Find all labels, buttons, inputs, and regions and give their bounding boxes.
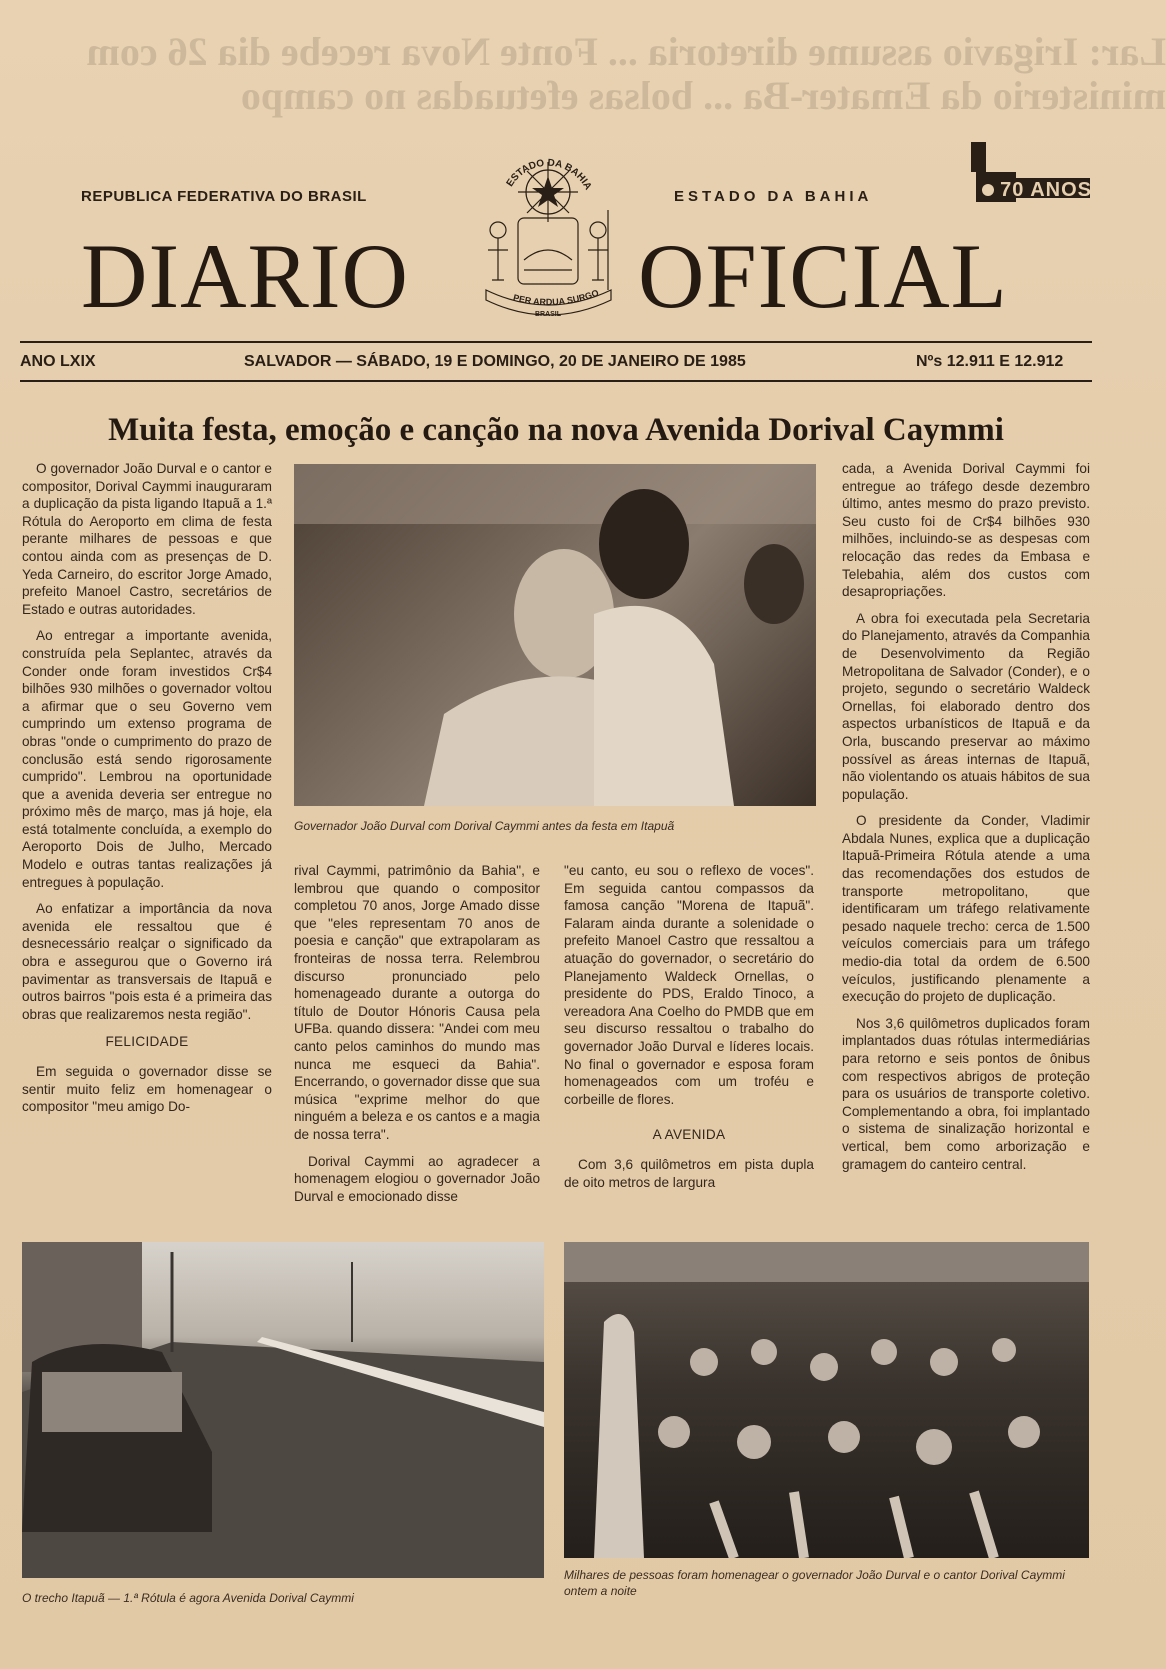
title-oficial: OFICIAL [638,225,1008,327]
masthead-rule-bottom [20,380,1092,382]
subhead-avenida: A AVENIDA [652,1127,726,1143]
road-photo-caption: O trecho Itapuã — 1.ª Rótula é agora Avenida Dorival Caymmi [22,1591,354,1605]
article-column-4 [842,460,1090,1182]
anniversary-label: 70 ANOS [1000,179,1092,201]
bahia-coat-of-arms-icon [476,140,621,325]
date-label: SALVADOR — SÁBADO, 19 E DOMINGO, 20 DE JANEIRO DE 1985 [244,353,746,370]
paragraph: Dorival Caymmi ao agradecer a homenagem elogiou o governador João Durval e emocionado disse [294,1153,540,1204]
masthead-rule-top [20,341,1092,343]
main-photo-caption: Governador João Durval com Dorival Caymmi antes da festa em Itapuã [294,819,675,833]
svg-text:PER ARDUA SURGO [512,288,600,307]
republic-label: REPUBLICA FEDERATIVA DO BRASIL [81,188,367,205]
paragraph: O presidente da Conder, Vladimir Abdala Nunes, explica que a duplicação Itapuã-Primeira Rótula atende a uma das recomendações dos estudos de transporte metropolitano, que identificaram um tráfego relativamente pesado naquele trecho: cerca de 1.500 veículos comerciais para um tráfego medio-dia total da ordem de 6.500 veículos, justificando plenamente a execução do projeto de duplicação. [842,813,1090,1005]
bleed-line: Lar: Irigavio assume diretoria ... Fonte Nova recebe dia 26 com [86,30,1166,74]
headline: Muita festa, emoção e canção na nova Avenida Dorival Caymmi [108,412,1004,448]
paragraph: O governador João Durval e o cantor e compositor, Dorival Caymmi inauguraram a duplicação da pista ligando Itapuã a 1.ª Rótula do Aeroporto em clima de festa perante milhares de pessoas e que contou ainda com as presenças de D. Yeda Carneiro, do escritor Jorge Amado, prefeito Manoel Castro, secretários de Estado e outras autoridades. [22,461,272,617]
paragraph: rival Caymmi, patrimônio da Bahia", e lembrou que quando o compositor completou 70 anos, Jorge Amado disse que "eles representam 70 anos de poesia e canção" que extrapolaram as fronteiras de nossa terra. Relembrou discurso pronunciado pelo homenageado durante a outorga do título de Doutor Hónoris Causa pela UFBa. quando dissera: "Andei com meu canto pelos caminhos do mundo mas nunca me esqueci da Bahia". Encerrando, o governador disse que sua música "exprime melhor do que ninguém a beleza e os cantos e a magia de nossa terra". [294,863,540,1142]
seal-top-text: ESTADO DA BAHIA [504,157,594,192]
seal-bottom-text: BRASIL [534,311,562,318]
issue-numbers: Nºs 12.911 E 12.912 [916,353,1064,370]
paragraph: Com 3,6 quilômetros em pista dupla de oito metros de largura [564,1156,814,1190]
photo-illustration [294,464,816,806]
bleed-line: ministerio da Emater-Ba ... bolsas efetuadas no campo [240,73,1166,118]
road-illustration [22,1242,544,1578]
seal-motto-text: PER ARDUA SURGO [512,287,601,308]
article-column-1 [22,460,272,1125]
anniversary-emblem-icon [946,142,1092,212]
paragraph: cada, a Avenida Dorival Caymmi foi entregue ao tráfego desde dezembro último, antes mesmo do prazo previsto. Seu custo foi de Cr$4 bilhões 930 milhões, incluindo-se as despesas com relocação das redes da Embasa e Telebahia, além dos custos com desapropriações. [842,461,1090,600]
state-label: ESTADO DA BAHIA [674,188,873,205]
paragraph: Nos 3,6 quilômetros duplicados foram implantados duas rótulas intermediárias para retorno e seis pontos de ônibus com respectivos abrigos de proteção para os usuários de transporte coletivo. Complementando a obra, foi implantado o sistema de sinalização horizontal e vertical, bem como arborização e gramagem do canteiro central. [842,1015,1090,1172]
paragraph: Em seguida o governador disse se sentir muito feliz em homenagear o compositor "meu amigo Do- [22,1064,272,1115]
year-label: ANO LXIX [20,353,96,370]
subhead-felicidade: FELICIDADE [105,1034,189,1050]
main-photo [294,464,816,806]
article-column-2 [294,862,540,1214]
title-diario: DIARIO [81,225,409,327]
paragraph: Ao entregar a importante avenida, construída pela Seplantec, através da Conder onde foram investidos Cr$4 bilhões 930 milhões o governador voltou a afirmar que o seu Governo vem cumprindo um extenso programa de obras "onde o cumprimento do prazo de conclusão está sendo rigorosamente cumprido". Lembrou na oportunidade que a avenida deveria ser entregue no próximo mês de março, mas já hoje, ela está totalmente concluída, a exemplo do Aeroporto Dois de Julho, Mercado Modelo e outras tantas realizações já entregues à população. [22,628,272,890]
paragraph: A obra foi executada pela Secretaria do Planejamento, através da Companhia de Desenvolvimento da Região Metropolitana de Salvador (Conder), e o projeto, segundo o secretário Waldeck Ornellas, foi elaborado dentro dos aspectos urbanísticos de Itapuã e da Orla, buscando preservar ao máximo possível as áreas internas de Itapuã, não violentando os atuais hábitos de sua população. [842,610,1090,802]
paragraph: "eu canto, eu sou o reflexo de voces". Em seguida cantou compassos da famosa canção "Morena de Itapuã". Falaram ainda durante a solenidade o prefeito Manoel Castro que ressaltou a atuação do governador, o secretário do Planejamento Waldeck Ornellas, o presidente do PDS, Eraldo Tinoco, a vereadora Ana Coelho do PMDB que em seu discurso ressaltou o trabalho do governador João Durval e líderes locais. No final o governador e esposa foram homenageados com um troféu e corbeille de flores. [564,863,814,1107]
crowd-photo-caption: Milhares de pessoas foram homenagear o governador João Durval e o cantor Dorival Caymmi ontem a noite [564,1568,1065,1598]
crowd-illustration [564,1242,1089,1558]
paragraph: Ao enfatizar a importância da nova avenida ele ressaltou que é desnecessário realçar o significado da obra e assegurou que o Governo irá pavimentar as transversais de Itapuã e outros bairros "pois esta é a primeira das obras que realizaremos nesta região". [22,901,272,1022]
article-column-3 [564,862,814,1200]
road-photo [22,1242,544,1578]
seventy-years-badge [946,142,1092,212]
crowd-photo [564,1242,1089,1558]
